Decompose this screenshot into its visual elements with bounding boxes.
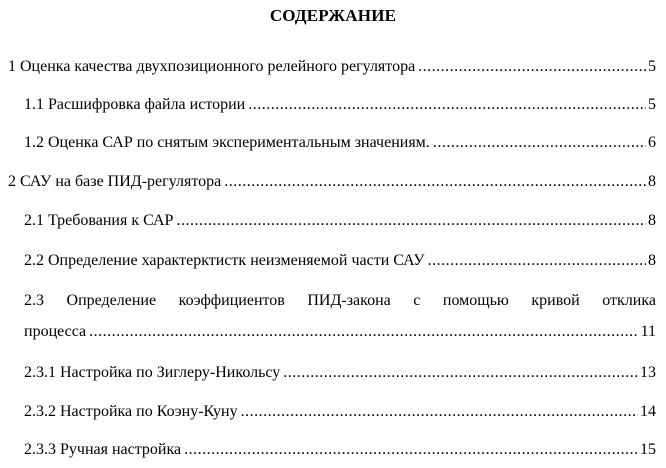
toc-entry[interactable] [0, 95, 656, 114]
toc-entry-label-line1[interactable]: 2.3 Определение коэффициентов ПИД-закона с помощью кривой отклика [24, 292, 656, 309]
toc-entry-label: 2.2 Определение характерктистк неизменяемой части САУ [24, 252, 425, 269]
toc-entry[interactable] [0, 402, 656, 421]
toc-entry-label: 2 САУ на базе ПИД-регулятора [8, 173, 222, 190]
toc-entry-label: 1 Оценка качества двухпозиционного релейного регулятора [8, 58, 416, 75]
dot-leader [241, 402, 638, 421]
toc-entry-page: 8 [648, 212, 656, 229]
toc-entry-page: 14 [640, 403, 656, 420]
toc-entry[interactable] [0, 57, 656, 76]
toc-entry-page: 11 [640, 323, 656, 340]
toc-entry[interactable] [0, 133, 656, 152]
dot-leader [248, 95, 646, 114]
toc-entry[interactable] [0, 211, 656, 230]
dot-leader [89, 322, 638, 341]
toc-entry-page: 13 [640, 364, 656, 381]
toc-entry-page: 5 [648, 58, 656, 75]
dot-leader [224, 172, 646, 191]
toc-entry-page: 5 [648, 96, 656, 113]
toc-entry[interactable] [0, 440, 656, 459]
toc-entry[interactable] [0, 363, 656, 382]
dot-leader [184, 440, 638, 459]
toc-entry-page: 8 [648, 252, 656, 269]
dot-leader [433, 133, 646, 152]
dot-leader [418, 57, 646, 76]
toc-entry-label: 2.3.1 Настройка по Зиглеру-Никольсу [24, 364, 281, 381]
toc-entry-label: 1.2 Оценка САР по снятым экспериментальным значениям. [24, 134, 430, 151]
toc-entry[interactable] [0, 322, 656, 341]
dot-leader [176, 211, 646, 230]
page-title: СОДЕРЖАНИЕ [269, 6, 397, 25]
toc-entry-label: 1.1 Расшифровка файла истории [24, 96, 246, 113]
toc-entry-label: 2.3.3 Ручная настройка [24, 441, 182, 458]
toc-entry-label: 2.1 Требования к САР [24, 212, 174, 229]
toc-entry-page: 15 [640, 441, 656, 458]
dot-leader [283, 363, 638, 382]
toc-entry-label: 2.3.2 Настройка по Коэну-Куну [24, 403, 238, 420]
toc-entry[interactable] [0, 172, 656, 191]
toc-entry[interactable] [0, 251, 656, 270]
dot-leader [428, 251, 646, 270]
toc-entry-page: 8 [648, 173, 656, 190]
toc-entry-label: процесса [24, 323, 87, 340]
toc-entry-page: 6 [648, 134, 656, 151]
